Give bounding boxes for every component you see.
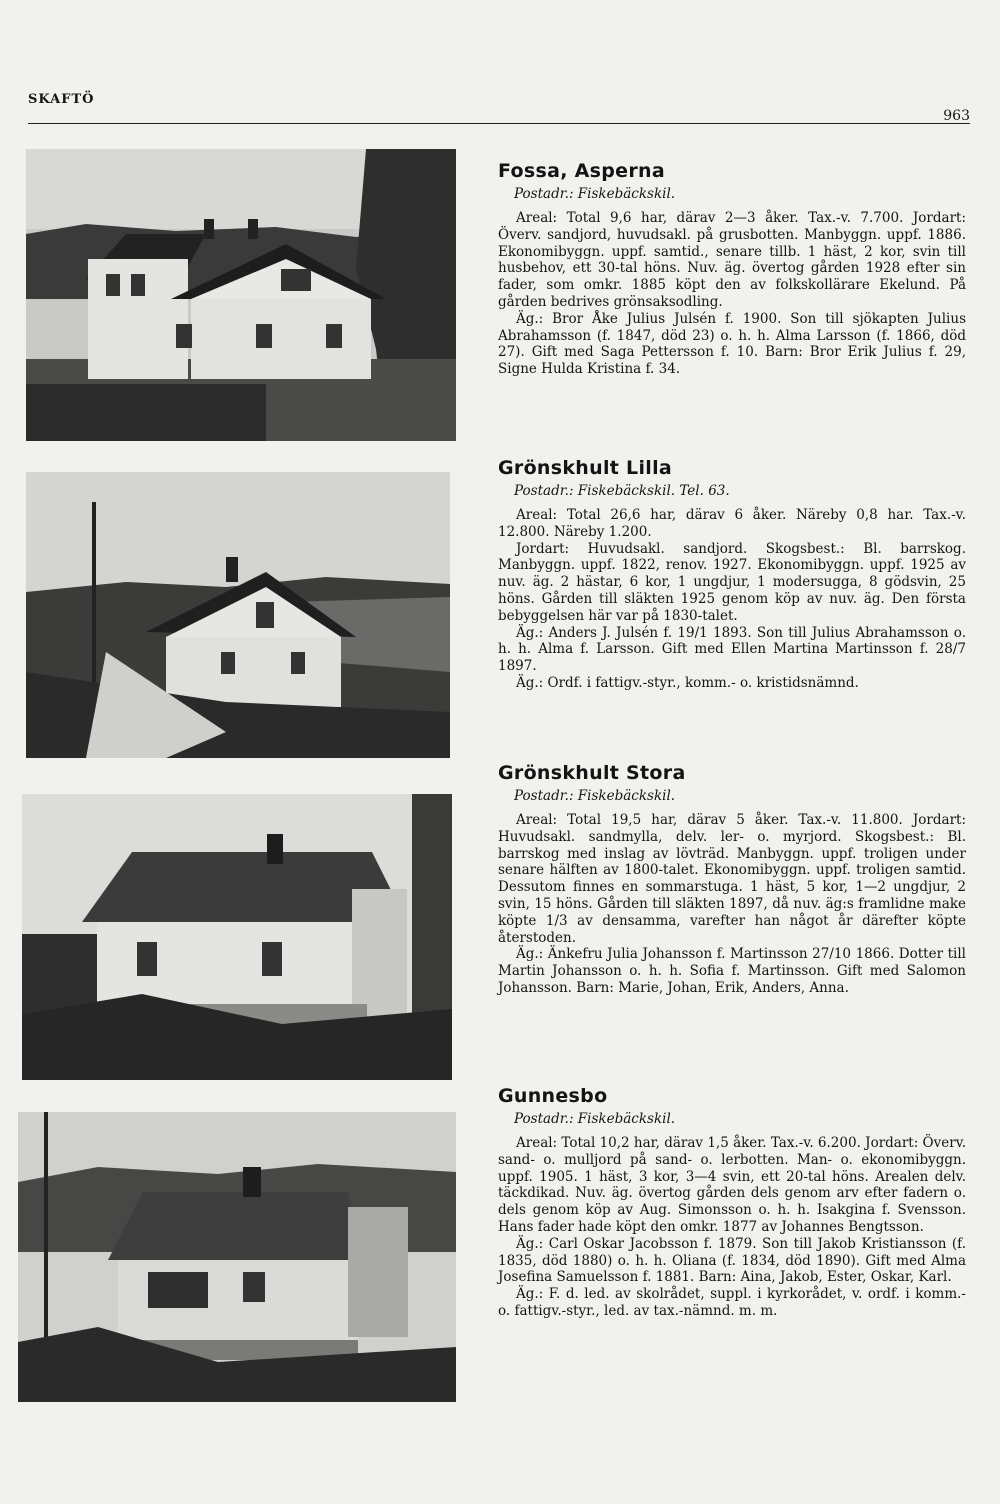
entry-gronskhult-lilla bbox=[498, 457, 966, 692]
entry-gunnesbo bbox=[498, 1085, 966, 1320]
entry-paragraph: Äg.: Ordf. i fattigv.-styr., komm.- o. kristidsnämnd. bbox=[516, 674, 859, 691]
page-header bbox=[28, 92, 970, 124]
page-number: 963 bbox=[943, 108, 970, 124]
entry-fossa-asperna bbox=[498, 160, 966, 378]
entry-paragraph: Areal: Total 10,2 har, därav 1,5 åker. Tax.-v. 6.200. Jordart: Överv. sand- o. mulljord på sand- o. lerbotten. Man- o. ekonomibyggn. uppf. 1905. 1 häst, 3 kor, 3—4 svin, ett 20-tal höns. Arealen delv. täckdikad. Nuv. äg. övertog gården dels genom arv efter fadern o. dels genom köp av Aug. Simonsson o. h. h. Isakgina f. Svensson. Hans fader hade köpt den omkr. 1877 av Johannes Bengtsson. bbox=[498, 1135, 967, 1235]
entry-title: Grönskhult Stora bbox=[498, 762, 686, 784]
entry-paragraph: Areal: Total 26,6 har, därav 6 åker. Näreby 0,8 har. Tax.-v. 12.800. Näreby 1.200. bbox=[498, 507, 966, 540]
entry-postadr: Postadr.: Fiskebäckskil. bbox=[514, 186, 676, 202]
photo-gronskhult-lilla bbox=[26, 472, 450, 758]
photo-gronskhult-stora bbox=[22, 794, 452, 1080]
entry-paragraph: Äg.: F. d. led. av skolrådet, suppl. i kyrkorådet, v. ordf. i komm.- o. fattigv.-styr., led. av tax.-nämnd. m. m. bbox=[498, 1286, 966, 1319]
entry-title: Gunnesbo bbox=[498, 1085, 608, 1107]
entry-postadr: Postadr.: Fiskebäckskil. bbox=[514, 1111, 676, 1127]
entry-gronskhult-stora bbox=[498, 762, 966, 997]
photo-fossa-asperna bbox=[26, 149, 456, 441]
entry-paragraph: Jordart: Huvudsakl. sandjord. Skogsbest.: Bl. barrskog. Manbyggn. uppf. 1822, renov. 1927. Ekonomibyggn. uppf. 1925 av nuv. äg. 2 hästar, 6 kor, 1 ungdjur, 1 modersugga, 8 gödsvin, 25 höns. Gården till släkten 1925 genom köp av nuv. äg. Den första bebyggelsen här var på 1830-talet. bbox=[498, 540, 966, 624]
entry-title: Grönskhult Lilla bbox=[498, 457, 673, 479]
entry-paragraph: Areal: Total 9,6 har, därav 2—3 åker. Tax.-v. 7.700. Jordart: Överv. sandjord, huvudsakl. på grusbotten. Manbyggn. uppf. 1886. Ekonomibyggn. uppf. samtid., senare tillb. 1 häst, 2 kor, svin till husbehov, ett 30-tal höns. Nuv. äg. övertog gården 1928 efter sin fader, som omkr. 1885 köpt den av folkskollärare Ekelund. På gården bedrives grönsaksodling. bbox=[498, 210, 966, 310]
entry-paragraph: Äg.: Änkefru Julia Johansson f. Martinsson 27/10 1866. Dotter till Martin Johansson o. h. h. Sofia f. Martinsson. Gift med Salomon Johansson. Barn: Marie, Johan, Erik, Anders, Anna. bbox=[498, 946, 966, 996]
entry-paragraph: Äg.: Anders J. Julsén f. 19/1 1893. Son till Julius Abrahamsson o. h. h. Alma f. Larsson. Gift med Ellen Martina Martinsson f. 28/7 1897. bbox=[498, 624, 966, 675]
running-head: SKAFTÖ bbox=[28, 92, 95, 107]
entry-postadr: Postadr.: Fiskebäckskil. Tel. 63. bbox=[514, 483, 730, 499]
photo-gunnesbo bbox=[18, 1112, 456, 1402]
entry-title: Fossa, Asperna bbox=[498, 160, 665, 182]
entry-paragraph: Areal: Total 19,5 har, därav 5 åker. Tax.-v. 11.800. Jordart: Huvudsakl. sandmylla, delv. ler- o. myrjord. Skogsbest.: Bl. barrskog med inslag av lövträd. Manbyggn. uppf. troligen under senare hälften av 1800-talet. Ekonomibyggn. uppf. troligen samtid. Dessutom finnes en sommarstuga. 1 häst, 5 kor, 1—2 ungdjur, 2 svin, 15 höns. Gården till släkten 1897, då nuv. äg:s framlidne make köpte 1/3 av densamma, varefter han något år därefter köpte återstoden. bbox=[498, 812, 966, 946]
header-rule bbox=[28, 123, 970, 124]
entry-paragraph: Äg.: Bror Åke Julius Julsén f. 1900. Son till sjökapten Julius Abrahamsson (f. 1847, död 23) o. h. h. Alma Larsson (f. 1866, död 27). Gift med Saga Pettersson f. 10. Barn: Bror Erik Julius f. 29, Signe Hulda Kristina f. 34. bbox=[498, 310, 966, 378]
entry-paragraph: Äg.: Carl Oskar Jacobsson f. 1879. Son till Jakob Kristiansson (f. 1835, död 1880) o. h. h. Oliana (f. 1834, död 1890). Gift med Alma Josefina Samuelsson f. 1881. Barn: Aina, Jakob, Ester, Oskar, Karl. bbox=[498, 1235, 966, 1286]
entry-postadr: Postadr.: Fiskebäckskil. bbox=[514, 788, 676, 804]
